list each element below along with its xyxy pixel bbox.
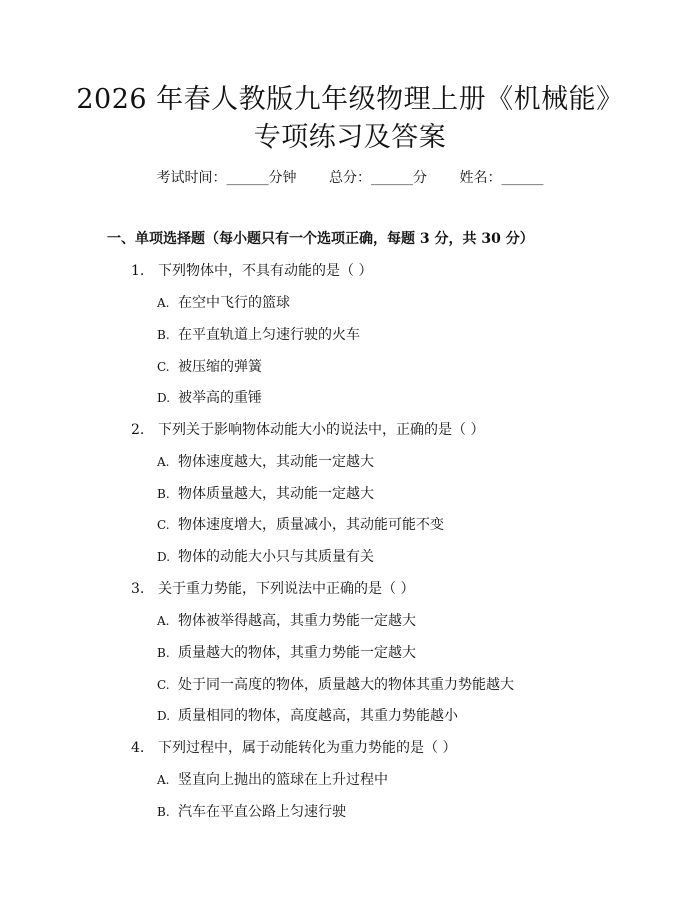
question-1-option-a [157, 293, 290, 313]
option-letter: B. [157, 328, 170, 342]
question-1-option-d [157, 388, 262, 408]
option-text: 物体速度增大，质量减小，其动能可能不变 [178, 517, 444, 533]
question-2 [131, 420, 484, 440]
question-2-option-b [157, 484, 374, 504]
option-letter: A. [157, 614, 170, 628]
student-name-field: 姓名：______ [459, 170, 544, 186]
exam-info-row [0, 168, 700, 188]
option-text: 在空中飞行的篮球 [178, 295, 290, 311]
question-text: 下列关于影响物体动能大小的说法中，正确的是（ ） [158, 422, 485, 438]
question-4-option-a [157, 770, 388, 790]
question-1-option-c [157, 357, 262, 377]
option-letter: B. [157, 646, 170, 660]
option-letter: D. [157, 709, 171, 723]
document-title-line-2: 专项练习及答案 [253, 122, 447, 153]
option-letter: C. [157, 518, 170, 532]
section-heading: 一、单项选择题（每小题只有一个选项正确，每题 3 分，共 30 分） [107, 231, 534, 247]
option-text: 被压缩的弹簧 [178, 359, 262, 375]
question-3-option-b [157, 643, 416, 663]
question-number: 2. [131, 422, 145, 438]
option-text: 竖直向上抛出的篮球在上升过程中 [178, 772, 388, 788]
question-number: 3. [131, 581, 145, 597]
option-text: 物体速度越大，其动能一定越大 [178, 454, 374, 470]
question-text: 关于重力势能，下列说法中正确的是（ ） [158, 581, 415, 597]
exam-time-field: 考试时间：______分钟 [156, 170, 297, 186]
question-text: 下列过程中，属于动能转化为重力势能的是（ ） [158, 740, 457, 756]
option-text: 物体的动能大小只与其质量有关 [178, 549, 374, 565]
option-letter: A. [157, 455, 170, 469]
question-3-option-d [157, 706, 458, 726]
option-letter: C. [157, 360, 170, 374]
option-text: 质量相同的物体，高度越高，其重力势能越小 [178, 708, 458, 724]
question-2-option-d [157, 547, 374, 567]
question-1 [131, 261, 372, 281]
question-3-option-c [157, 675, 514, 695]
question-2-option-a [157, 452, 374, 472]
option-letter: A. [157, 296, 170, 310]
option-letter: B. [157, 805, 170, 819]
question-number: 1. [131, 263, 145, 279]
option-letter: B. [157, 487, 170, 501]
option-text: 汽车在平直公路上匀速行驶 [178, 804, 346, 820]
option-letter: D. [157, 391, 171, 405]
question-2-option-c [157, 515, 444, 535]
option-text: 处于同一高度的物体，质量越大的物体其重力势能越大 [178, 677, 514, 693]
question-3-option-a [157, 611, 416, 631]
question-4 [131, 738, 456, 758]
question-1-option-b [157, 325, 360, 345]
question-3 [131, 579, 414, 599]
option-text: 在平直轨道上匀速行驶的火车 [178, 327, 360, 343]
option-letter: D. [157, 550, 171, 564]
document-title-line-1: 2026 年春人教版九年级物理上册《机械能》 [76, 84, 624, 115]
total-score-field: 总分：______分 [329, 170, 427, 186]
option-text: 物体被举得越高，其重力势能一定越大 [178, 613, 416, 629]
option-letter: A. [157, 773, 170, 787]
question-text: 下列物体中，不具有动能的是（ ） [158, 263, 373, 279]
option-text: 物体质量越大，其动能一定越大 [178, 486, 374, 502]
option-letter: C. [157, 678, 170, 692]
question-number: 4. [131, 740, 145, 756]
option-text: 质量越大的物体，其重力势能一定越大 [178, 645, 416, 661]
question-4-option-b [157, 802, 346, 822]
option-text: 被举高的重锤 [178, 390, 262, 406]
